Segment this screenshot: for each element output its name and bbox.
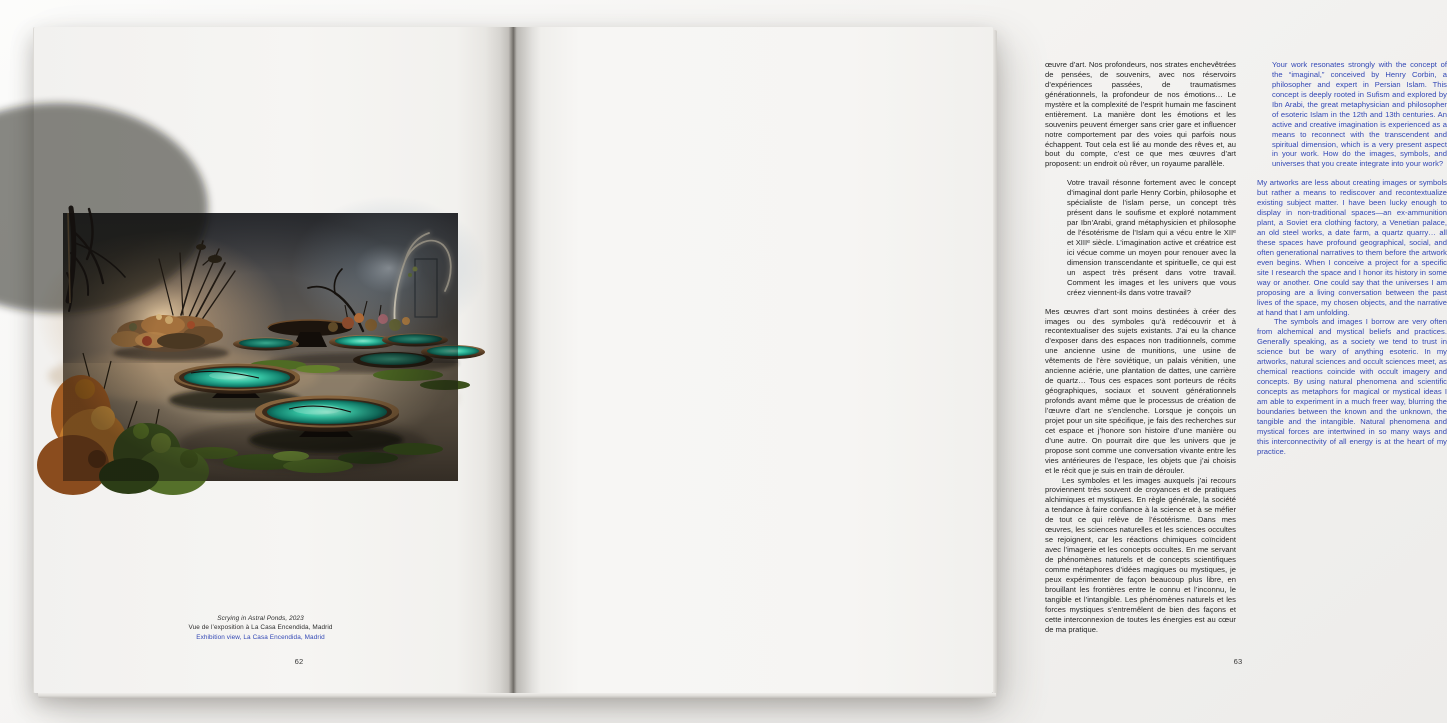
caption-title: Scrying in Astral Ponds, 2023 <box>217 615 304 622</box>
photo-caption <box>63 614 458 642</box>
page-number-62: 62 <box>294 657 304 666</box>
en-answer-paragraph-2: The symbols and images I borrow are very often from alchemical and mystical beliefs and practices. Generally speaking, as a society we tend to trust in science but be wary of anything esoteric. In my artworks, natural sciences and occult sciences meet, as chemical reactions coincide with occult imagery and concepts. By using natural phenomena and scientific concepts as metaphors for magical or mystical ideas I am able to experiment in a much freer way, blurring the boundaries between the known and the unknown, the tangible and the intangible. Natural phenomena and mystical forces are intertwined in so many ways and this interconnectivity of all energy is at the heart of my practice. <box>1257 317 1447 456</box>
en-answer-paragraph-1: My artworks are less about creating images or symbols but rather a means to rediscover and recontextualize existing subject matter. I have been lucky enough to display in non-traditional spaces—an ex-ammunition plant, a Soviet era clothing factory, a Venetian palace, an old steel works, a date farm, a quartz quarry… all these spaces have profound geographical, social, and often generational narratives to them before the artwork even begins. When I conceive a project for a specific site I research the space and I honor its history in some way or another. One could say that the universes I am proposing are a living conversation between the past lives of the space, my chosen objects, and the narrative at hand that I am unfolding. <box>1257 178 1447 317</box>
french-text-column <box>1045 60 1236 635</box>
page-number-63: 63 <box>1233 657 1243 666</box>
book-spread <box>33 27 1447 693</box>
fr-paragraph-intro: œuvre d’art. Nos profondeurs, nos strates enchevêtrées de pensées, de souvenirs, avec nos réservoirs d’expériences passées, de traumatismes générationnels, la profondeur de nos émotions… Le mystère et la complexité de l’esprit humain me fascinent entièrement. La manière dont les émotions et les souvenirs peuvent émerger sans crier gare et influencer notre comportement par des voies qui parfois nous échappent. Tout cela est lié au monde des rêves et, au bout du compte, c’est ce que mes œuvres d’art proposent: un endroit où rêver, un royaume parallèle. <box>1045 60 1236 169</box>
left-page <box>33 27 514 693</box>
en-interview-question: Your work resonates strongly with the concept of the “imaginal,” conceived by Henry Corbin, a philosopher and expert in Persian Islam. This concept is deeply rooted in Sufism and explored by Ibn Arabi, the great metaphysician and philosopher of esoteric Islam in the 12th and 13th centuries. An active and creative imagination is experienced as a means to reconnect with the transcendent and spiritual dimension, which is a very present aspect in your work. How do the images, symbols, and universes that you create integrate into your work? <box>1272 60 1447 169</box>
installation-photo <box>63 213 458 481</box>
installation-photo-art <box>63 213 458 481</box>
english-text-column <box>1257 60 1447 457</box>
caption-line-en: Exhibition view, La Casa Encendida, Madrid <box>196 633 325 641</box>
fr-answer-paragraph-2: Les symboles et les images auxquels j’ai recours proviennent très souvent de croyances et de pratiques alchimiques et mystiques. En règle générale, la société a tendance à faire confiance à la science et à se méfier de tout ce qui relève de l’ésotérisme. Dans mes œuvres, les sciences naturelles et les sciences occultes se rejoignent, car les réactions chimiques coïncident avec l’imagerie et les concepts occultes. En me servant de phénomènes naturels et de concepts scientifiques comme métaphores d’idées magiques ou mystiques, je peux expérimenter de façon beaucoup plus libre, en brouillant les frontières entre le connu et l’inconnu, le tangible et l’intangible. Les phénomènes naturels et les forces mystiques s’entremêlent de bien des façons et cette interconnexion de toutes les énergies est au cœur de ma pratique. <box>1045 475 1236 634</box>
right-page <box>513 27 1447 693</box>
fr-interview-question: Votre travail résonne fortement avec le concept d’imaginal dont parle Henry Corbin, philosophe et spécialiste de l’islam perse, un concept très présent dans le soufisme et exploré notamment par Ibn’Arabi, grand métaphysicien et philosophe de l’ésotérisme de l’Islam qui a vécu entre le XIIᵉ et XIIIᵉ siècle. L’imagination active et créatrice est ici vécue comme un moyen pour renouer avec la dimension transcendante et spirituelle, ce qui est un aspect très présent dans votre travail. Comment les images et les univers que vous créez viennent-ils dans votre travail? <box>1067 178 1236 297</box>
fr-answer-paragraph-1: Mes œuvres d’art sont moins destinées à créer des images ou des symboles qu’à redécouvrir et à recontextualiser des sujets existants. J’ai eu la chance d’exposer dans des espaces non traditionnels, comme une ancienne usine de munitions, une usine de vêtements de l’ère soviétique, un palais vénitien, une ancienne aciérie, une plantation de dattes, une carrière de quartz… Tous ces espaces sont porteurs de récits géographiques, sociaux et souvent générationnels profonds avant même que le processus de création de l’œuvre d’art ne s’enclenche. Lorsque je conçois un projet pour un site spécifique, je fais des recherches sur cet espace et j’honore son histoire d’une manière ou d’une autre. On pourrait dire que les univers que je propose sont comme une conversation vivante entre les vies antérieures de l’espace, les objets que j’ai choisis et le récit que je suis en train de dérouler. <box>1045 306 1236 475</box>
caption-line-fr: Vue de l’exposition à La Casa Encendida, Madrid <box>188 624 333 632</box>
